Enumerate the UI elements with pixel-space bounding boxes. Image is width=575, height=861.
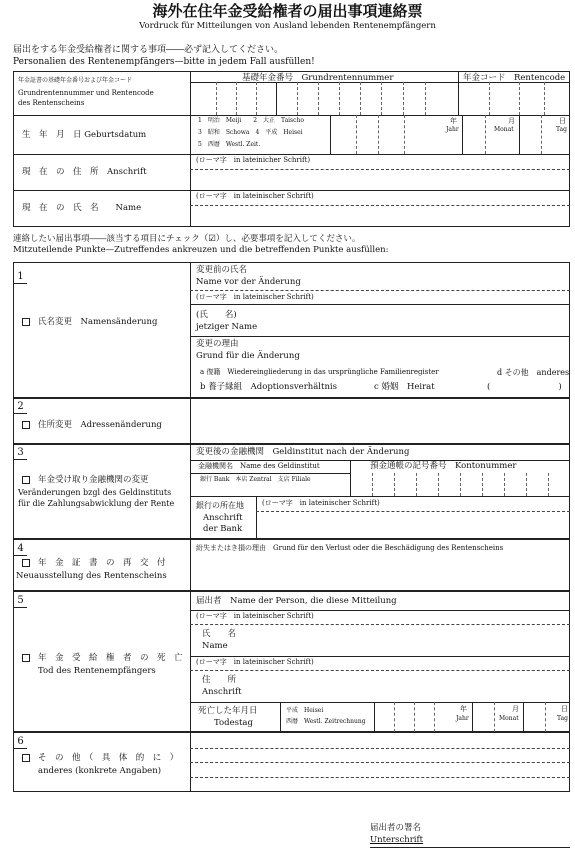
day-label: 日 [559,117,566,125]
prev-name-romaji: (ローマ字 in lateinischer Schrift) [196,293,314,301]
loss-reason-field[interactable] [192,556,568,589]
basic-number-header: 基礎年金番号 Grundrentennummer [242,73,394,83]
death-year-label: 年 [460,705,467,713]
era-line-1: 1 明治 Meiji 2 大正 Taischo [198,117,304,124]
reason-other-paren: ( ) [487,382,562,392]
signature-label-de: Unterschrift [370,835,424,845]
personal-intro-de: Personalien des Rentenempfängers—bitte in jedem Fall ausfüllen! [13,57,315,67]
notifier-name-field[interactable] [260,625,568,655]
bank-address-field[interactable] [258,512,568,538]
section-6-checkbox[interactable] [22,754,30,762]
death-month-label: 月 [512,705,519,713]
prev-name-jp: 変更前の氏名 [196,265,248,275]
section-1-number: 1 [13,271,27,284]
section-3-label-de2: für die Zahlungsabwicklung der Rente [18,499,175,508]
form-title: 海外在住年金受給権者の届出事項連絡票 [152,2,423,20]
section-4-label-jp: 年 金 証 書 の 再 交 付 [38,558,166,568]
signature-label-jp: 届出者の署名 [370,823,422,833]
notifier-address-romaji-hint: (ローマ字 in lateinischer Schrift) [196,658,314,666]
pension-label-de2: des Rentenscheins [18,99,85,107]
section-3-label-de1: Veränderungen bzgl des Geldinstituts [18,488,172,497]
section-4-number: 4 [13,543,27,556]
after-bank-header: 変更後の金融機関 Geldinstitut nach der Änderung [196,447,410,457]
name-label: 現 在 の 氏 名 Name [22,203,142,213]
items-intro-jp: 連絡したい届出事項――該当する項目にチェック（☑）し、必要事項を記入してください。 [13,234,361,244]
day-label-de: Tag [556,126,567,133]
loss-reason-label: 紛失またはき損の理由 Grund für den Verlust oder die Beschädigung des Rentenscheins [196,544,504,552]
section-3-checkbox[interactable] [22,476,30,484]
bank-address-de1: Anschrift [203,513,243,523]
death-era-2: 西暦 Westl. Zeitrechnung [286,718,366,725]
pension-label-de: Grundrentennummer und Rentencode [18,89,154,97]
death-month-label-de: Monat [499,715,519,722]
notifier-address-field[interactable] [260,671,568,701]
section-5-number: 5 [13,595,27,608]
address-field[interactable] [192,170,568,189]
birth-label: 生 年 月 日 Geburtsdatum [22,130,147,140]
notifier-name-jp: 氏 名 [202,629,237,639]
reason-option-d[interactable]: d その他 anderes [497,368,570,377]
year-label-de: Jahr [446,126,459,133]
section-3-label-jp: 年金受け取り金融機関の変更 [38,475,149,485]
notifier-romaji-hint: (ローマ字 in lateinischer Schrift) [196,612,314,620]
section-1-checkbox[interactable] [22,318,30,326]
reason-option-c[interactable]: c 婚姻 Heirat [374,382,435,392]
current-name-de: jetziger Name [196,322,258,332]
section-2-number: 2 [13,401,27,414]
pension-label-jp: 年金証書の基礎年金番号および年金コード [18,77,133,84]
month-label-de: Monat [494,126,514,133]
death-year-label-de: Jahr [456,715,469,722]
account-number-label: 預金通帳の記号番号 Kontonummer [370,461,517,471]
era-line-3: 5 西暦 Westl. Zeit. [198,141,261,148]
bank-location-jp: 銀行の所在地 [196,501,244,510]
section-2-checkbox[interactable] [22,421,30,429]
year-label: 年 [450,117,457,125]
personal-intro-jp: 届出をする年金受給権者に関する事項――必ず記入してください。 [13,45,284,55]
notifier-name-de: Name [202,641,228,651]
name-field[interactable] [192,206,568,226]
section-1-label: 氏名変更 Namensänderung [38,317,158,327]
bank-name-label: 金融機関名 Name des Geldinstitut [198,462,320,470]
era-line-2: 3 昭和 Schowa 4 平成 Heisei [198,129,303,136]
death-date-jp: 死亡した年月日 [198,706,258,716]
section-4-checkbox[interactable] [22,559,30,567]
reason-option-a[interactable]: a 復籍 Wiedereingliederung in das ursprüngliche Familienregister [200,368,439,376]
bank-address-de2: der Bank [203,524,243,534]
address-label: 現 在 の 住 所 Anschrift [22,167,147,177]
new-address-field[interactable] [192,400,568,442]
address-romaji-hint: (ローマ字 in lateinicher Schrift) [196,156,311,164]
reason-option-b[interactable]: b 養子縁組 Adoptionsverhältnis [200,382,337,392]
section-3-number: 3 [13,447,27,460]
reason-de: Grund für die Änderung [196,351,300,361]
section-6-number: 6 [13,736,27,749]
death-day-label: 日 [561,705,568,713]
notifier-address-jp: 住 所 [202,675,237,685]
current-name-jp: (氏 名) [196,310,237,320]
month-label: 月 [508,117,515,125]
reason-jp: 変更の理由 [196,339,239,349]
death-date-de: Todestag [214,718,253,728]
prev-name-de: Name vor der Änderung [196,277,301,287]
branch-type-label: 銀行 Bank 本店 Zentral 支店 Filiale [200,476,311,483]
section-5-label-jp: 年 金 受 給 権 者 の 死 亡 [38,653,183,663]
section-4-label-de: Neuausstellung des Rentenscheins [16,571,167,581]
pension-code-header: 年金コード Rentencode [463,73,566,83]
other-details-field[interactable] [192,734,568,790]
death-era-1: 平成 Heisei [286,707,324,714]
name-romaji-hint: (ローマ字 in lateinischer Schrift) [196,192,314,200]
signature-field[interactable] [420,820,570,846]
items-intro-de: Mitzuteilende Punkte—Zutreffendes ankreuzen und die betreffenden Punkte ausfüllen: [13,245,389,255]
death-day-label-de: Tag [557,715,568,722]
section-5-label-de: Tod des Rentenempfängers [38,666,156,676]
section-5-checkbox[interactable] [22,654,30,662]
section-6-label-de: anderes (konkrete Angaben) [38,766,162,776]
notifier-header: 届出者 Name der Person, die diese Mitteilung [196,596,397,606]
notifier-address-de: Anschrift [202,687,242,697]
section-6-label-jp: そ の 他 （ 具 体 的 に ） [38,753,179,763]
section-2-label: 住所変更 Adressenänderung [38,420,162,430]
form-subtitle: Vordruck für Mitteilungen von Ausland lebenden Rentenempfängern [139,21,436,31]
bank-romaji-hint: (ローマ字 in lateinischer Schrift) [262,499,380,507]
